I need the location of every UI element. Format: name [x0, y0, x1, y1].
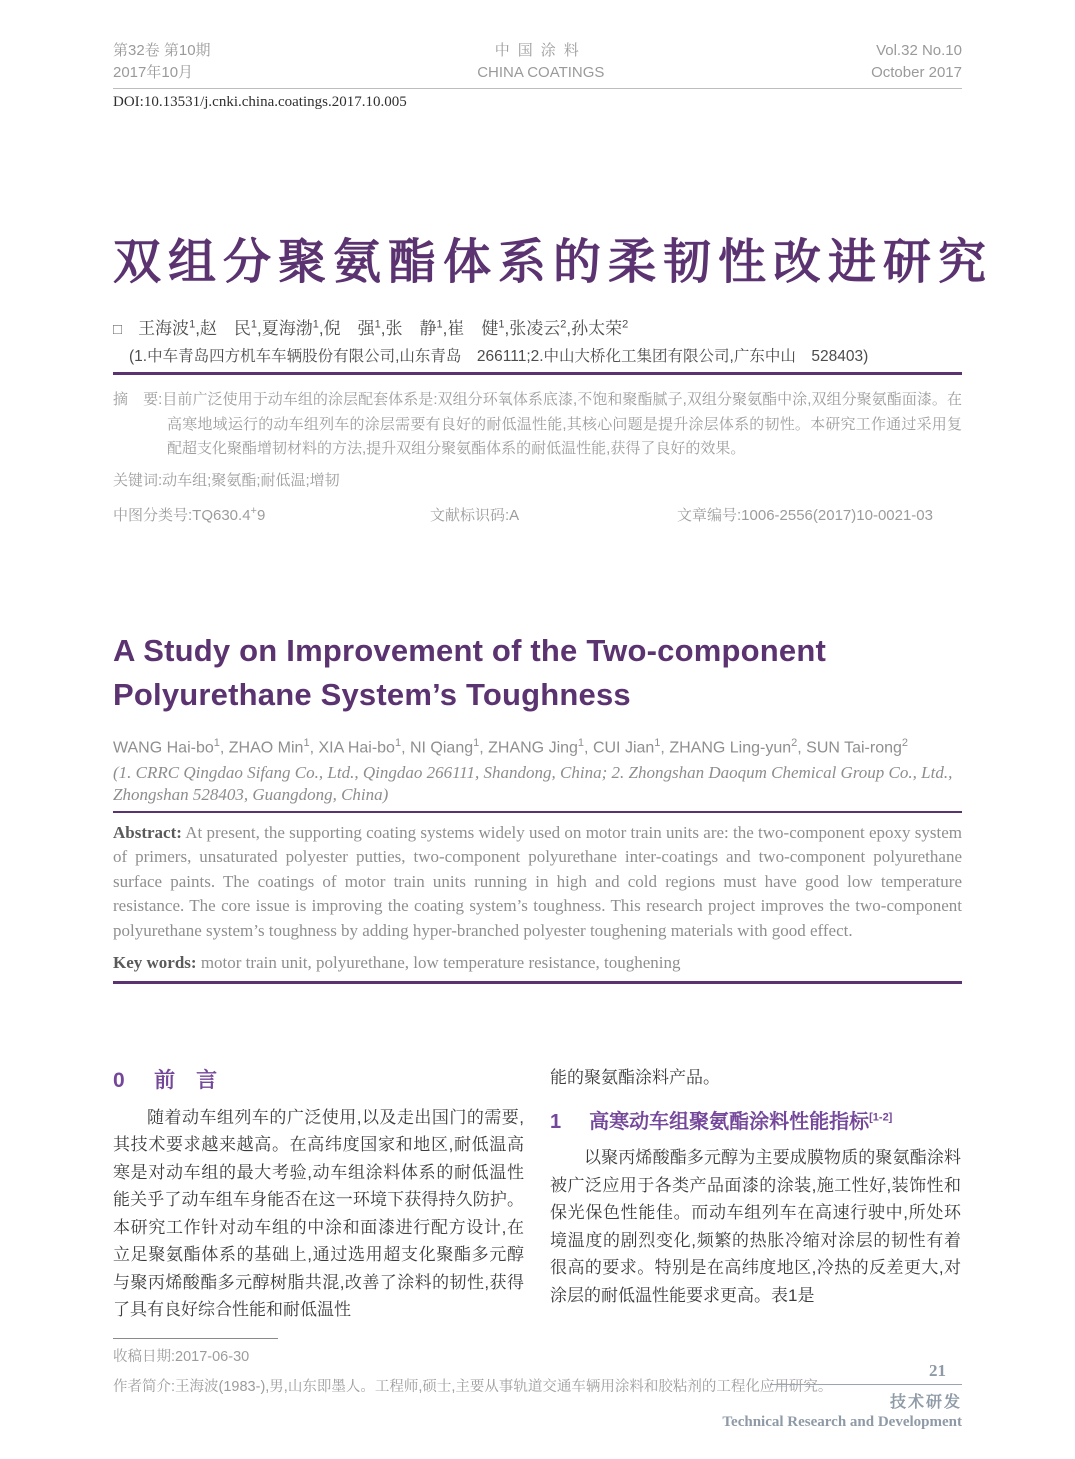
purple-rule-3 — [113, 981, 962, 984]
authors-en: WANG Hai-$bo^1$, ZHAO Min$^1$, XIA Hai-$bo^1$, NI Qiang$^1$, ZHANG Jing$^1$, CUI Jian$^1$, ZHANG Ling-yun$^2$, SUN Tai-rong$^2$ — [113, 736, 909, 756]
column-name-cn: 技术研发 — [889, 1394, 962, 1411]
journal-name-en: CHINA COATINGS — [477, 64, 605, 81]
date-en: October 2017 — [871, 64, 962, 81]
abstract-cn-text: 目前广泛使用于动车组的涂层配套体系是:双组分环氧体系底漆,不饱和聚酯腻子,双组分聚氨酯中涂,双组分聚氨酯面漆。在高寒地域运行的动车组列车的涂层需要有良好的耐低温性能,其核心问题是提升涂层体系的韧性。本研究工作通过采用复配超支化聚酯增韧材料的方法,提升双组分聚氨酯体系的耐低温性能,获得了良好的效果。 — [162, 391, 962, 457]
article-id: 文章编号:1006-2556(2017)10-0021-03 — [677, 506, 933, 524]
keywords-en-text: motor train unit, polyurethane, low temperature resistance, toughening — [200, 953, 681, 973]
journal-name-cn: 中国涂料 — [494, 42, 587, 59]
clc-label: 中图分类号: — [113, 506, 193, 524]
authors-cn-list: 王海波$^1$,赵 民$^1$,夏海渤$^1$,倪 强$^1$,张 静$^1$,崔 健$^1$,张凌云$^2$,孙太荣$^2$ — [138, 318, 629, 338]
abstract-en-text: At present, the supporting coating systems widely used on motor train units are: the two-component epoxy system of primers, unsaturated polyester putties, two-component polyurethane inter-coatings and two-component polyurethane surface paints. The coatings of motor train units running in high and cold regions must have good low temperature resistance. The core issue is improving the coating system’s toughness. This research project improves the two-component polyurethane system’s toughness by adding hyper-branched polyester toughening materials with good effect. — [113, 822, 963, 940]
left-column — [113, 1064, 524, 1324]
page-number: 21 — [929, 1361, 946, 1380]
page-footer — [722, 1361, 962, 1431]
volume-cn: 第32卷 第10期 — [113, 42, 211, 59]
date-cn: 2017年10月 — [113, 64, 194, 81]
intro-paragraph: 随着动车组列车的广泛使用,以及走出国门的需要,其技术要求越来越高。在高纬度国家和地区,耐低温高寒是对动车组的最大考验,动车组涂料体系的耐低温性能关乎了动车组车身能否在这一环境下获得持久防护。本研究工作针对动车组的中涂和面漆进行配方设计,在立足聚氨酯体系的基础上,通过选用超支化聚酯多元醇与聚丙烯酸酯多元醇树脂共混,改善了涂料的韧性,获得了具有良好综合性能和耐低温性 — [113, 1107, 524, 1320]
keywords-en-label: Key words: — [113, 953, 197, 973]
clc-row — [113, 504, 962, 525]
abstract-cn — [113, 388, 962, 462]
section-1-paragraph: 以聚丙烯酸酯多元醇为主要成膜物质的聚氨酯涂料被广泛应用于各类产品面漆的涂装,施工性好,装饰性和保光保色性能佳。而动车组列车在高速行驶中,所处环境温度的剧烈变化,频繁的热胀冷缩对涂层的韧性有着很高的要求。特别是在高纬度地区,冷热的反差更大,对涂层的耐低温性能要求更高。表1是 — [550, 1148, 961, 1305]
section-1-title: 高寒动车组聚氨酯涂料性能指标 — [589, 1111, 870, 1134]
abstract-en-label: Abstract: — [113, 822, 182, 842]
header-left — [113, 40, 211, 84]
keywords-en — [113, 951, 962, 976]
footer-divider — [770, 1384, 962, 1385]
keywords-cn-text: 动车组;聚氨酯;耐低温;增韧 — [162, 471, 340, 489]
purple-rule-2 — [113, 811, 962, 813]
section-1-reference: [1-2] — [869, 1111, 893, 1124]
body-columns — [113, 1064, 962, 1324]
footnote-divider — [113, 1338, 278, 1339]
keywords-cn — [113, 469, 962, 490]
clc-tail: 9 — [256, 506, 266, 524]
right-column — [550, 1064, 961, 1324]
authors-cn — [113, 314, 962, 339]
author-bio: 作者简介:王海波(1983-),男,山东即墨人。工程师,硕士,主要从事轨道交通车辆用涂料和胶粘剂的工程化应用研究。 — [113, 1378, 833, 1395]
section-1-number: 1 — [550, 1111, 562, 1134]
keywords-cn-label: 关键词: — [113, 471, 163, 489]
section-0-title: 前 言 — [154, 1068, 218, 1092]
document-code: 文献标识码:A — [430, 506, 520, 524]
clc-main: TQ630.4 — [192, 506, 251, 524]
column-name-en: Technical Research and Development — [722, 1414, 962, 1430]
title-en: A Study on Improvement of the Two-component Polyurethane System’s Toughness — [113, 632, 826, 712]
purple-rule-1 — [113, 372, 962, 375]
doi: DOI:10.13531/j.cnki.china.coatings.2017.10.005 — [113, 94, 407, 110]
abstract-en — [113, 821, 962, 944]
affiliation-cn: (1.中车青岛四方机车车辆股份有限公司,山东青岛 266111;2.中山大桥化工集团有限公司,广东中山 528403) — [129, 348, 869, 365]
header-center — [477, 40, 604, 84]
clc-number — [113, 504, 430, 525]
volume-en: Vol.32 No.10 — [876, 42, 962, 59]
section-0-number: 0 — [113, 1068, 125, 1092]
header-right — [871, 40, 962, 84]
clc-sup: + — [250, 504, 257, 517]
intro-paragraph-continued: 能的聚氨酯涂料产品。 — [550, 1067, 720, 1087]
author-marker-icon: □ — [113, 321, 123, 338]
received-date: 收稿日期:2017-06-30 — [113, 1348, 250, 1365]
section-0-heading — [113, 1064, 524, 1094]
title-cn: 双组分聚氨酯体系的柔韧性改进研究 — [113, 236, 994, 289]
section-1-heading — [550, 1105, 961, 1134]
header-divider — [113, 88, 962, 89]
affiliation-en: (1. CRRC Qingdao Sifang Co., Ltd., Qingdao 266111, Shandong, China; 2. Zhongshan Daoqum Chemical Group Co., Ltd., Zhongshan 528403, Guangdong, China) — [113, 762, 953, 804]
journal-header — [113, 40, 962, 84]
abstract-cn-label: 摘 要: — [113, 391, 163, 408]
